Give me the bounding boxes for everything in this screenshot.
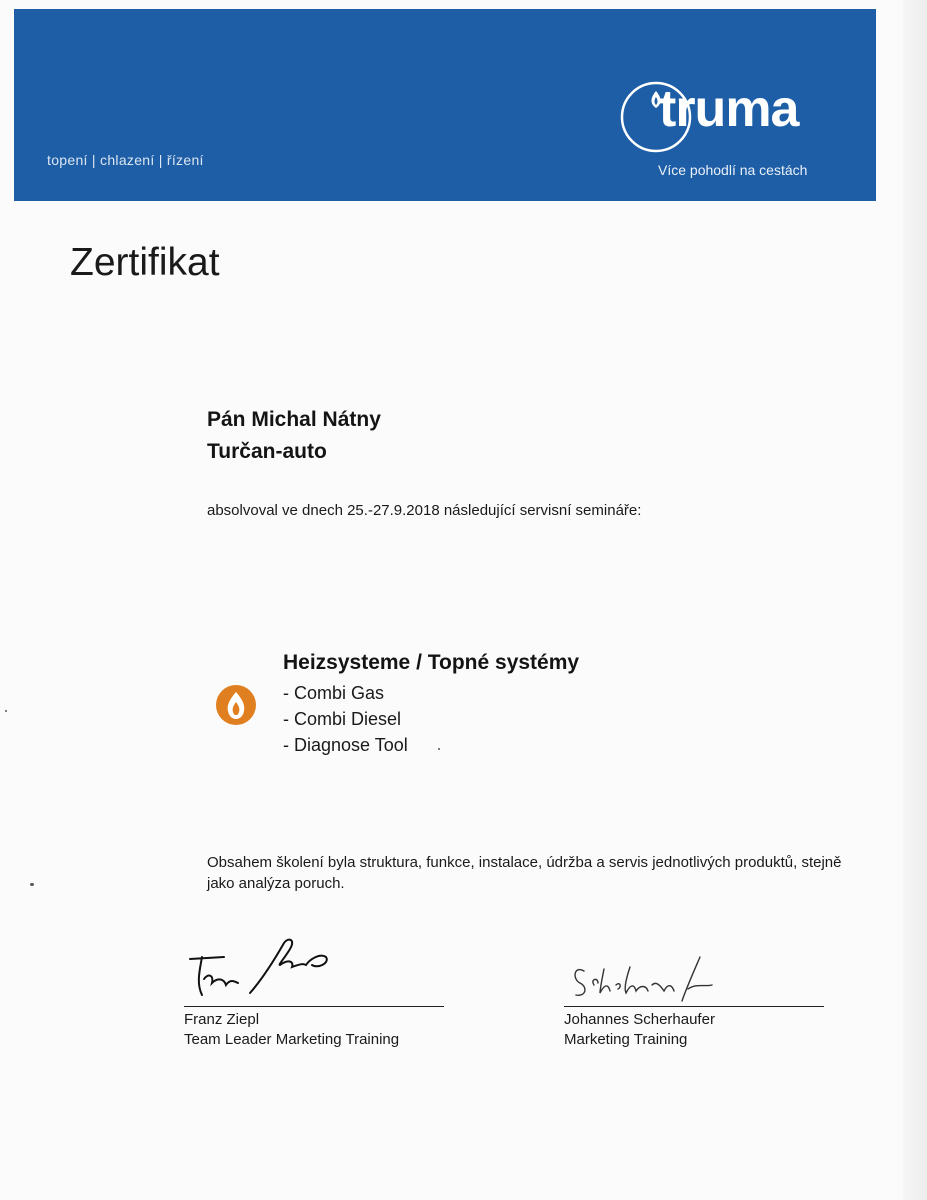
course-heading: Heizsysteme / Topné systémy (283, 651, 580, 674)
signature-block-left (184, 935, 444, 1050)
header-tagline: topení | chlazení | řízení (47, 152, 204, 168)
course-list (283, 680, 408, 758)
truma-logo (619, 77, 849, 155)
scan-speck (30, 883, 34, 886)
header-slogan: Více pohodlí na cestách (658, 162, 808, 178)
scan-speck (438, 748, 440, 750)
signature-block-right (564, 935, 824, 1050)
course-item: - Combi Gas (283, 683, 385, 703)
recipient-name: Pán Michal Nátny (207, 408, 381, 431)
signature-line (564, 1006, 824, 1007)
page-edge-shadow (903, 0, 927, 1200)
signatory-role: Team Leader Marketing Training (184, 1031, 400, 1048)
header-banner (14, 9, 876, 201)
logo-wordmark: truma (659, 80, 799, 138)
recipient-company: Turčan-auto (207, 440, 327, 463)
course-item: - Diagnose Tool (283, 735, 408, 755)
seminar-intro-text: absolvoval ve dnech 25.-27.9.2018 následující servisní semináře: (207, 502, 642, 519)
handwritten-signature-ziepl (184, 935, 344, 1005)
course-item: - Combi Diesel (283, 709, 402, 729)
flame-icon (215, 684, 257, 726)
signature-line (184, 1006, 444, 1007)
signatory-name: Franz Ziepl (184, 1011, 260, 1028)
training-summary: Obsahem školení byla struktura, funkce, instalace, údržba a servis jednotlivých produktů, stejně jako analýza poruch. (207, 854, 842, 892)
signatory-name: Johannes Scherhaufer (564, 1011, 715, 1028)
handwritten-signature-scherhaufer (564, 935, 734, 1005)
signatory-role: Marketing Training (564, 1031, 688, 1048)
certificate-title: Zertifikat (70, 241, 220, 284)
scan-speck (5, 710, 7, 712)
